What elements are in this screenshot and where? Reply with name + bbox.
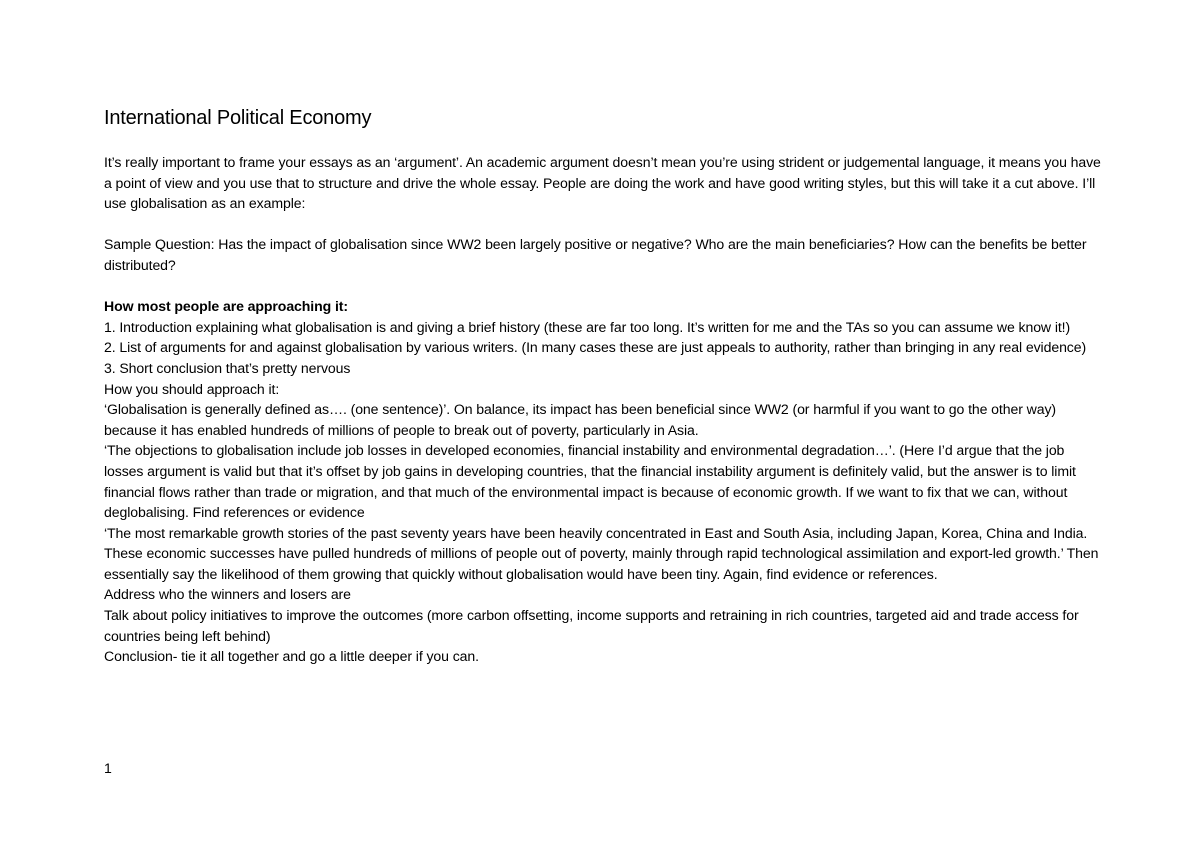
approach-item-objections: ‘The objections to globalisation include job losses in developed economies, financial instability and environmental degradation…’. (Here I’d argue that the job losses argument is valid but that it’s offset by job gains in developing countries, that the financial instability argument is definitely valid, but the answer is to limit financial flows rather than trade or migration, and that much of the environmental impact is because of economic growth. If we want to fix that we can, without deglobalising. Find references or evidence [104,442,1076,521]
approach-item-growth-stories: ‘The most remarkable growth stories of the past seventy years have been heavily concentrated in East and South Asia, including Japan, Korea, China and India. These economic successes have pulled hundreds of millions of people out of poverty, mainly through rapid technological assimilation and export-led growth.’ Then essentially say the likelihood of them growing that quickly without globalisation would have been tiny. Again, find evidence or references. [104,524,1099,582]
list-item-most-people-2: 2. List of arguments for and against globalisation by various writers. (In many cases these are just appeals to authority, rather than bringing in any real evidence) [104,339,1087,356]
approach-item-conclusion: Conclusion- tie it all together and go a little deeper if you can. [104,648,479,665]
list-item-most-people-3: 3. Short conclusion that’s pretty nervous [104,359,351,376]
list-item-most-people-1: 1. Introduction explaining what globalisation is and giving a brief history (these are far too long. It’s written for me and the TAs so you can assume we know it!) [104,318,1071,335]
paragraph-spacer [104,214,1104,235]
approach-item-winners-losers: Address who the winners and losers are [104,586,351,603]
sample-question: Sample Question: Has the impact of globalisation since WW2 been largely positive or negative? Who are the main beneficiaries? How can the benefits be better distributed? [104,236,1087,273]
page-number: 1 [104,760,112,776]
approach-item-definition: ‘Globalisation is generally defined as…. (one sentence)’. On balance, its impact has been beneficial since WW2 (or harmful if you want to go the other way) because it has enabled hundreds of millions of people to break out of poverty, particularly in Asia. [104,401,1056,438]
document-body [104,104,1104,667]
document-title: International Political Economy [104,107,372,129]
heading-should-approach: How you should approach it: [104,380,280,397]
paragraph-spacer [104,276,1104,297]
intro-paragraph: It’s really important to frame your essays as an ‘argument’. An academic argument doesn’t mean you’re using strident or judgemental language, it means you have a point of view and you use that to structure and drive the whole essay. People are doing the work and have good writing styles, but this will take it a cut above. I’ll use globalisation as an example: [104,154,1101,212]
heading-most-people: How most people are approaching it: [104,298,348,315]
approach-item-policy: Talk about policy initiatives to improve the outcomes (more carbon offsetting, income supports and retraining in rich countries, targeted aid and trade access for countries being left behind) [104,607,1079,644]
